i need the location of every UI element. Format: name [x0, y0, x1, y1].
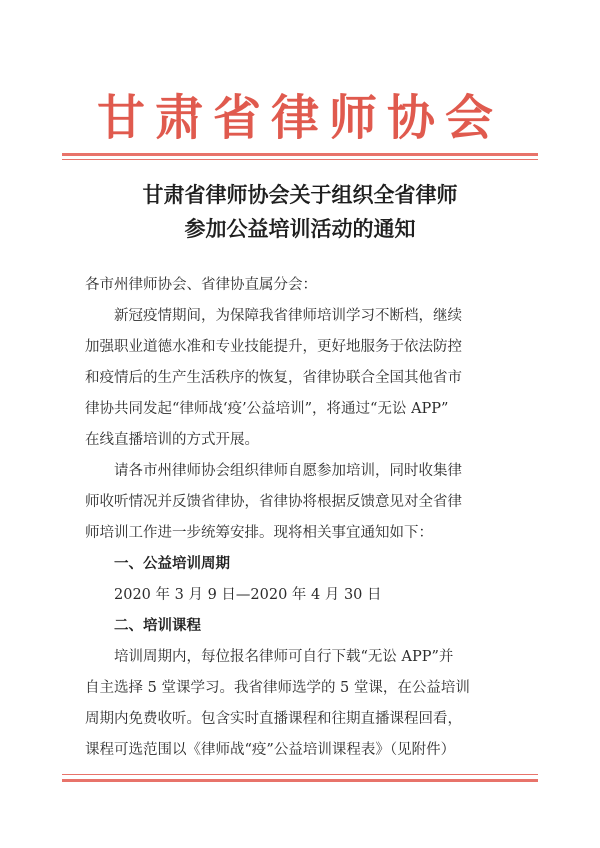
document-title-line-1: 甘肃省律师协会关于组织全省律师 — [142, 183, 458, 207]
document-body — [85, 270, 517, 766]
paragraph-2-line: 师培训工作进一步统筹安排。现将相关事宜通知如下： — [85, 525, 433, 541]
header-rule-thick — [62, 153, 538, 156]
footer-rule-thick — [62, 779, 538, 782]
footer-rule-thin — [62, 774, 538, 775]
section-2-line: 培训周期内，每位报名律师可自行下载“无讼 APP”并 — [114, 649, 454, 665]
section-2-line: 周期内免费收听。包含实时直播课程和往期直播课程回看， — [85, 711, 462, 727]
paragraph-1-line: 律协共同发起“律师战‘疫’公益培训”，将通过“无讼 APP” — [85, 401, 449, 417]
paragraph-1-line: 加强职业道德水准和专业技能提升，更好地服务于依法防控 — [85, 339, 462, 355]
document-title-line-2: 参加公益培训活动的通知 — [184, 217, 416, 241]
paragraph-2-line: 请各市州律师协会组织律师自愿参加培训，同时收集律 — [114, 463, 462, 479]
paragraph-2-line: 师收听情况并反馈省律协，省律协将根据反馈意见对全省律 — [85, 494, 462, 510]
salutation: 各市州律师协会、省律协直属分会： — [85, 277, 317, 293]
paragraph-1-line: 和疫情后的生产生活秩序的恢复，省律协联合全国其他省市 — [85, 370, 462, 386]
section-1-heading: 一、公益培训周期 — [114, 556, 230, 572]
paragraph-1-line: 新冠疫情期间，为保障我省律师培训学习不断档，继续 — [114, 308, 462, 324]
section-2-line: 课程可选范围以《律师战“疫”公益培训课程表》（见附件） — [85, 742, 456, 758]
section-2-heading: 二、培训课程 — [114, 618, 201, 634]
organization-header: 甘肃省律师协会 — [96, 90, 503, 146]
paragraph-1-line: 在线直播培训的方式开展。 — [85, 432, 259, 448]
section-2-line: 自主选择 5 堂课学习。我省律师选学的 5 堂课，在公益培训 — [85, 680, 470, 696]
section-1-text: 2020 年 3 月 9 日—2020 年 4 月 30 日 — [114, 587, 382, 603]
header-rule-thin — [62, 159, 538, 160]
